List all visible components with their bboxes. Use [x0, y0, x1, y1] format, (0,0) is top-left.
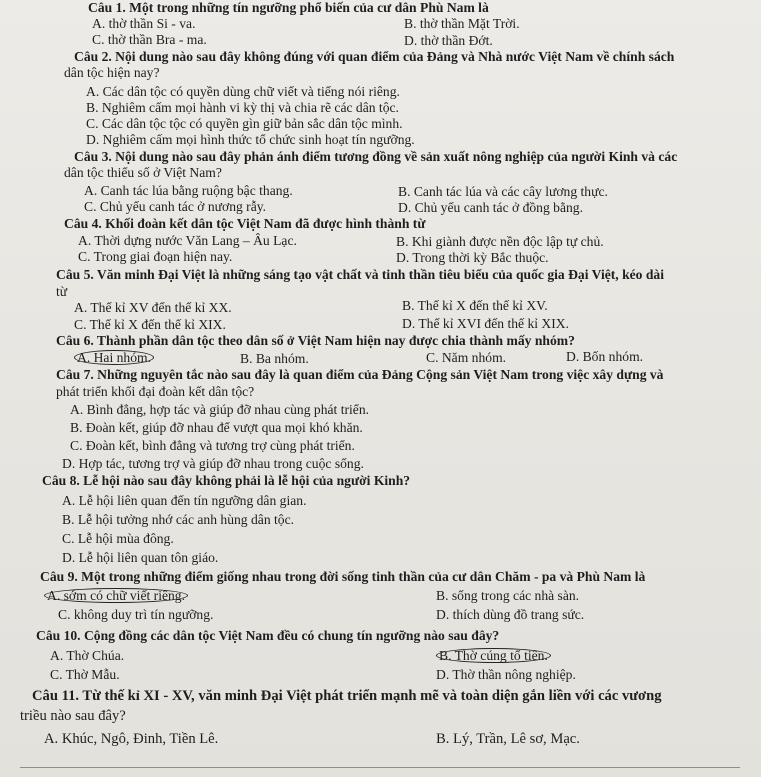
q1-option-c: C. thờ thần Bra - ma.	[92, 32, 207, 47]
q5-stem-line2: từ	[56, 284, 68, 299]
q4-option-c: C. Trong giai đoạn hiện nay.	[78, 249, 233, 264]
q7-option-b: B. Đoàn kết, giúp đỡ nhau để vượt qua mọi khó khăn.	[70, 420, 363, 435]
selected-answer-circle: B. Thờ cúng tổ tiên.	[436, 648, 551, 663]
q8-option-b: B. Lễ hội tưởng nhớ các anh hùng dân tộc.	[62, 512, 295, 527]
q2-stem-line1: Câu 2. Nội dung nào sau đây không đúng với quan điểm của Đảng và Nhà nước Việt Nam về chính sách	[74, 49, 675, 64]
q5-option-c: C. Thế kỉ X đến thế kỉ XIX.	[74, 317, 226, 332]
q3-stem-line2: dân tộc thiểu số ở Việt Nam?	[64, 165, 222, 180]
selected-answer-circle: A. Hai nhóm.	[74, 350, 154, 365]
q11-option-a: A. Khúc, Ngô, Đinh, Tiền Lê.	[44, 731, 219, 747]
q4-option-b: B. Khi giành được nền độc lập tự chủ.	[396, 234, 604, 249]
q8-stem: Câu 8. Lễ hội nào sau đây không phải là lễ hội của người Kinh?	[42, 473, 411, 488]
q10-option-b	[436, 648, 551, 664]
q7-stem-line2: phát triển khối đại đoàn kết dân tộc?	[56, 384, 255, 399]
q3-option-c: C. Chủ yếu canh tác ở nương rẫy.	[84, 199, 267, 214]
q3-option-b: B. Canh tác lúa và các cây lương thực.	[398, 184, 608, 199]
q1-option-d: D. thờ thần Đớt.	[404, 33, 493, 48]
q6-option-a	[74, 350, 154, 366]
q8-option-c: C. Lễ hội mùa đông.	[62, 531, 174, 546]
q3-option-a: A. Canh tác lúa bằng ruộng bậc thang.	[84, 183, 293, 198]
q2-option-b: B. Nghiêm cấm mọi hành vi kỳ thị và chia rẽ các dân tộc.	[86, 100, 399, 115]
bottom-divider	[20, 767, 740, 768]
q9-option-d: D. thích dùng đồ trang sức.	[436, 607, 585, 622]
q7-option-c: C. Đoàn kết, bình đẳng và tương trợ cùng phát triển.	[70, 438, 355, 453]
q7-option-d: D. Hợp tác, tương trợ và giúp đỡ nhau trong cuộc sống.	[62, 456, 364, 471]
q10-option-a: A. Thờ Chúa.	[50, 648, 125, 663]
q2-option-d: D. Nghiêm cấm mọi hình thức tổ chức sinh hoạt tín ngưỡng.	[86, 132, 415, 147]
q10-option-c: C. Thờ Mẫu.	[50, 667, 120, 682]
q2-option-c: C. Các dân tộc tộc có quyền gìn giữ bản sắc dân tộc mình.	[86, 116, 403, 131]
selected-answer-circle: A. sớm có chữ viết riêng.	[44, 588, 188, 603]
q3-option-d: D. Chủ yếu canh tác ở đồng bằng.	[398, 200, 583, 215]
q10-stem: Câu 10. Cộng đồng các dân tộc Việt Nam đều có chung tín ngưỡng nào sau đây?	[36, 628, 500, 643]
q1-stem: Câu 1. Một trong những tín ngưỡng phổ biến của cư dân Phù Nam là	[88, 0, 489, 15]
q11-stem-line1: Câu 11. Từ thế kỉ XI - XV, văn minh Đại Việt phát triển mạnh mẽ và toàn diện gắn liền với các vương	[32, 688, 662, 704]
q9-option-b: B. sống trong các nhà sàn.	[436, 588, 580, 603]
q4-stem: Câu 4. Khối đoàn kết dân tộc Việt Nam đã được hình thành từ	[64, 216, 426, 231]
q2-option-a: A. Các dân tộc có quyền dùng chữ viết và tiếng nói riêng.	[86, 84, 400, 99]
q6-stem: Câu 6. Thành phần dân tộc theo dân số ở Việt Nam hiện nay được chia thành mấy nhóm?	[56, 333, 575, 348]
q8-option-d: D. Lễ hội liên quan tôn giáo.	[62, 550, 219, 565]
q4-option-a: A. Thời dựng nước Văn Lang – Âu Lạc.	[78, 233, 297, 248]
q5-option-a: A. Thế kỉ XV đến thế kỉ XX.	[74, 300, 232, 315]
q5-stem-line1: Câu 5. Văn minh Đại Việt là những sáng tạo vật chất và tinh thần tiêu biểu của quốc gia Đại Việt, kéo dài	[56, 267, 665, 282]
q6-option-b: B. Ba nhóm.	[240, 351, 309, 366]
q11-option-b: B. Lý, Trần, Lê sơ, Mạc.	[436, 731, 580, 747]
q2-stem-line2: dân tộc hiện nay?	[64, 65, 160, 80]
q7-option-a: A. Bình đẳng, hợp tác và giúp đỡ nhau cùng phát triển.	[70, 402, 370, 417]
q4-option-d: D. Trong thời kỳ Bắc thuộc.	[396, 250, 549, 265]
q11-stem-line2: triều nào sau đây?	[20, 708, 126, 724]
q1-option-a: A. thờ thần Si - va.	[92, 16, 196, 31]
q3-stem-line1: Câu 3. Nội dung nào sau đây phản ánh điểm tương đồng về sản xuất nông nghiệp của người Kinh và các	[74, 149, 678, 164]
q7-stem-line1: Câu 7. Những nguyên tắc nào sau đây là quan điểm của Đảng Cộng sản Việt Nam trong việc xây dựng và	[56, 367, 664, 382]
q1-option-b: B. thờ thần Mặt Trời.	[404, 16, 520, 31]
q9-option-a	[44, 588, 188, 604]
q9-stem: Câu 9. Một trong những điểm giống nhau trong đời sống tinh thần của cư dân Chăm - pa và Phù Nam là	[40, 569, 646, 584]
q10-option-d: D. Thờ thần nông nghiệp.	[436, 667, 576, 682]
q5-option-b: B. Thế kỉ X đến thế kỉ XV.	[402, 298, 548, 313]
q5-option-d: D. Thế kỉ XVI đến thế kỉ XIX.	[402, 316, 569, 331]
q8-option-a: A. Lễ hội liên quan đến tín ngưỡng dân gian.	[62, 493, 307, 508]
q6-option-d: D. Bốn nhóm.	[566, 349, 644, 364]
q6-option-c: C. Năm nhóm.	[426, 350, 507, 365]
q9-option-c: C. không duy trì tín ngưỡng.	[58, 607, 214, 622]
